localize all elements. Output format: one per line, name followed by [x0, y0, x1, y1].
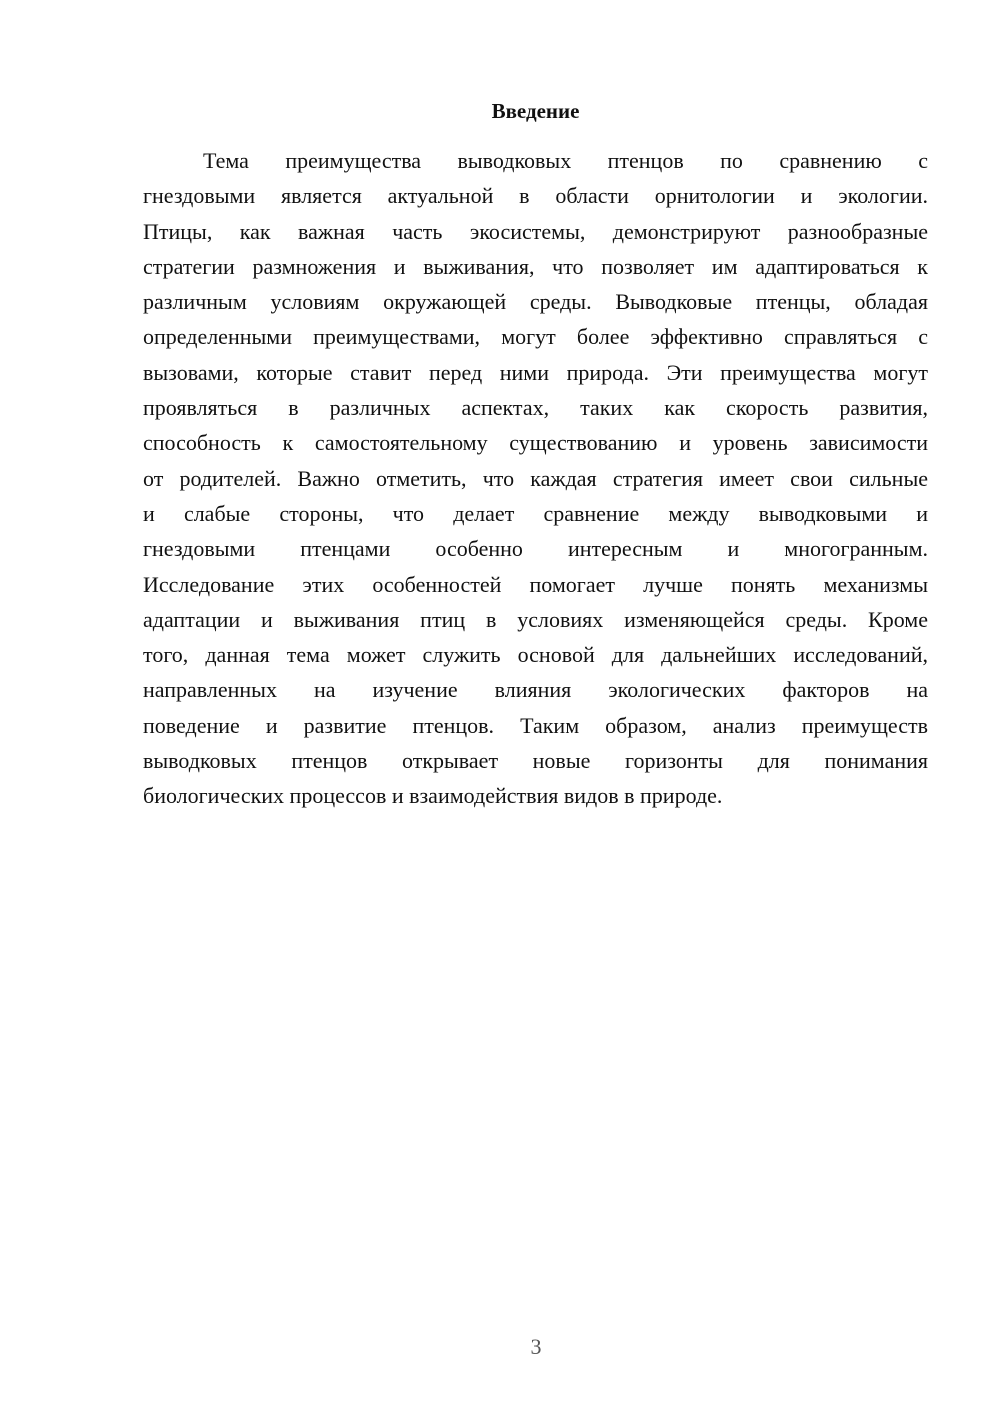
paragraph-line: способность к самостоятельному существованию и уровень зависимости [143, 430, 928, 456]
paragraph-line: различным условиям окружающей среды. Выводковые птенцы, обладая [143, 289, 928, 315]
paragraph-line: направленных на изучение влияния экологических факторов на [143, 677, 928, 703]
paragraph-line: гнездовыми птенцами особенно интересным и многогранным. [143, 536, 928, 562]
paragraph-line: гнездовыми является актуальной в области орнитологии и экологии. [143, 183, 928, 209]
paragraph-line: от родителей. Важно отметить, что каждая стратегия имеет свои сильные [143, 465, 928, 491]
paragraph-line: Птицы, как важная часть экосистемы, демонстрируют разнообразные [143, 218, 928, 244]
paragraph-line: Тема преимущества выводковых птенцов по сравнению с [203, 148, 928, 173]
paragraph-line: адаптации и выживания птиц в условиях изменяющейся среды. Кроме [143, 606, 928, 632]
page-title: Введение [491, 99, 580, 123]
paragraph-line: того, данная тема может служить основой для дальнейших исследований, [143, 642, 928, 668]
paragraph-line: биологических процессов и взаимодействия видов в природе. [143, 783, 723, 809]
paragraph-line: вызовами, которые ставит перед ними природа. Эти преимущества могут [143, 359, 928, 385]
paragraph-line: стратегии размножения и выживания, что позволяет им адаптироваться к [143, 253, 928, 279]
paragraph-line: Исследование этих особенностей помогает лучше понять механизмы [143, 571, 928, 597]
paragraph-line: и слабые стороны, что делает сравнение между выводковыми и [143, 500, 928, 526]
paragraph-line: поведение и развитие птенцов. Таким образом, анализ преимуществ [143, 712, 928, 738]
page-number: 3 [530, 1334, 542, 1359]
paragraph-line: определенными преимуществами, могут более эффективно справляться с [143, 324, 928, 350]
body-paragraph [143, 143, 928, 814]
paragraph-line: проявляться в различных аспектах, таких как скорость развития, [143, 395, 928, 421]
paragraph-line: выводковых птенцов открывает новые горизонты для понимания [143, 748, 928, 774]
